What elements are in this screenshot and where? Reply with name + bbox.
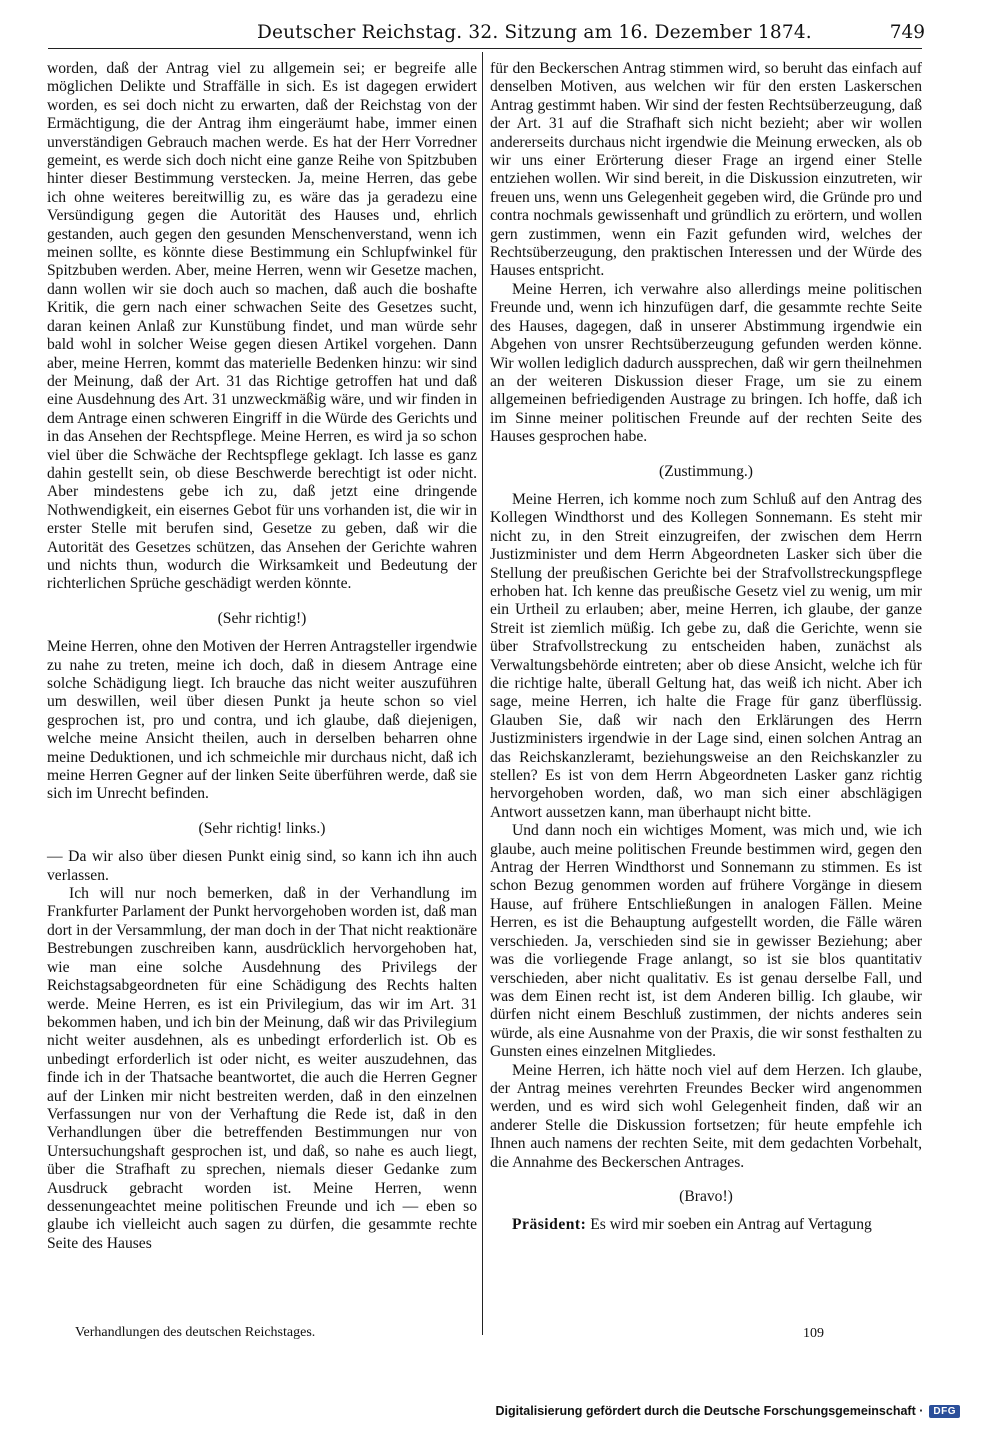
- body-paragraph: Und dann noch ein wichtiges Moment, was mich und, wie ich glaube, auch meine politischen Freunde bestimmen wird, gegen den Antrag der Herren Windthorst und Sonnemann zu stimmen. Es ist schon Bezug genommen worden auf frühere Vorgänge in diesem Hause, auf frühere Entschließungen in analogen Fällen. Meine Herren, es ist die Behauptung aufgestellt worden, die Fälle wären verschieden. Ja, verschieden sind sie in gewisser Beziehung; aber was die vorliegende Frage anlangt, so ist sie blos quantitativ verschieden, aber nicht qualitativ. Es ist genau derselbe Fall, und was dem Einen recht ist, ist dem Anderen billig. Ich glaube, wir dürfen nicht einem Beschluß zustimmen, der nichts anderes sein würde, als eine Ausnahme von der Praxis, die wir sonst festhalten zu Gunsten eines einzelnen Mitgliedes.: [490, 822, 922, 1061]
- right-column: [490, 60, 922, 1235]
- interjection: (Sehr richtig! links.): [198, 819, 326, 837]
- header-rule: [48, 48, 922, 49]
- credit-text: Digitalisierung gefördert durch die Deutsche Forschungsgemeinschaft ·: [495, 1404, 924, 1418]
- speaker-name: Präsident:: [512, 1216, 587, 1234]
- body-paragraph: — Da wir also über diesen Punkt einig sind, so kann ich ihn auch verlassen.: [47, 848, 477, 884]
- body-paragraph: für den Beckerschen Antrag stimmen wird, so beruht das einfach auf denselben Motiven, aus welchen wir für den ersten Laskerschen Antrag gestimmt haben. Wir sind der festen Rechtsüberzeugung, daß der Art. 31 auf die Strafhaft sich nicht bezieht; aber wir wollen andererseits durchaus nicht irgendwie die Meinung erwecken, als ob wir uns einer Erörterung dieser Frage an irgend einer Stelle entziehen wollen. Wir sind bereit, in die Diskussion einzutreten, wir freuen uns, wenn uns Gelegenheit gegeben wird, die Gründe pro und contra nochmals gewissenhaft und gründlich zu erörtern, und wollen gern zustimmen, wenn ein Fazit gefunden wird, welches der Rechtsüberzeugung, den praktischen Interessen und der Würde des Hauses entspricht.: [490, 60, 922, 280]
- column-divider: [482, 52, 483, 1335]
- body-paragraph: worden, daß der Antrag viel zu allgemein sei; er begreife alle möglichen Delikte und Straffälle in sich. Es ist dagegen erwidert worden, es sei doch nicht zu erwarten, daß der Reichstag von der Ermächtigung, die der Antrag ihm eingeräumt habe, immer einen unverständigen Gebrauch machen werde. Es hat der Herr Vorredner gemeint, es werde sich doch nicht eine ganze Reihe von Spitzbuben hinter dieser Bestimmung verstecken. Ja, meine Herren, das gebe ich ohne weiteres bereitwillig zu, es wäre das ja geradezu eine Versündigung gegen die Autorität des Hauses und, ehrlich gestanden, auch gegen den gesunden Menschenverstand, wenn ich meinen sollte, es könnte diese Bestimmung ein Schlupfwinkel für Spitzbuben werden. Aber, meine Herren, wenn wir Gesetze machen, dann wollen wir sie doch auch so machen, daß auch die boshafte Kritik, die gern nach einer schwachen Seite des Gesetzes sucht, daran keinen Anlaß zur Kunstübung findet, und man würde sehr bald wohl in solcher Weise gegen diesen Artikel vorgehen. Dann aber, meine Herren, kommt das materielle Bedenken hinzu: wir sind der Meinung, daß der Art. 31 das Richtige getroffen hat und daß eine Ausdehnung des Art. 31 unzweckmäßig wäre, und wir finden in dem Antrage einen schweren Eingriff in die Würde des Gerichts und in das Ansehen der Rechtspflege. Meine Herren, es wird ja so schon viel über die Schwäche der Rechtspflege geklagt. Ich lasse es ganz dahin gestellt sein, ob diese Beschwerde berechtigt ist oder nicht. Aber mindestens gebe ich zu, daß jetzt eine dringende Nothwendigkeit, ein eisernes Gebot für uns vorhanden ist, die wir in erster Stelle mit berufen sind, Gesetze zu geben, daß wir die Autorität des Gesetzes schützen, das Ansehen der Gerichte wahren und nichts thun, wodurch die Wirksamkeit und Bedeutung der richterlichen Sprüche geschädigt werden könnte.: [47, 60, 477, 593]
- interjection: (Bravo!): [679, 1187, 733, 1205]
- page-header: [45, 18, 925, 48]
- speaker-paragraph: [490, 1216, 922, 1234]
- digitization-credit: [496, 1404, 960, 1418]
- speaker-text: Es wird mir soeben ein Antrag auf Vertagung: [586, 1216, 872, 1234]
- interjection: (Zustimmung.): [659, 462, 753, 480]
- dfg-logo: DFG: [929, 1405, 960, 1418]
- body-paragraph: Ich will nur noch bemerken, daß in der Verhandlung im Frankfurter Parlament der Punkt hervorgehoben worden ist, daß man dort in der Versammlung, der man doch in der That nicht reaktionäre Bestrebungen zuschreiben kann, ausdrücklich hervorgehoben hat, wie man eine solche Ausdehnung des Privilegs der Reichstagsabgeordneten für eine Schädigung des Rechts halten werde. Meine Herren, es ist ein Privilegium, das wir im Art. 31 bekommen haben, und ich bin der Meinung, daß wir das Privilegium nicht weiter ausdehnen, als es unbedingt erforderlich ist. Ob es unbedingt erforderlich ist oder nicht, es weiter auszudehnen, das finde ich in der Thatsache beantwortet, die auch die Herren Gegner auf der Linken mir nicht bestreiten werden, daß in den einzelnen Verfassungen nur von der Verhaftung die Rede ist, daß in den Verhandlungen über die betreffenden Bestimmungen nur von Untersuchungshaft gesprochen ist, und daß, so nahe es auch liegt, über die Strafhaft zu sprechen, niemals dieser Gedanke zum Ausdruck gebracht worden ist. Meine Herren, wenn dessenungeachtet meine politischen Freunde und ich — eben so glaube ich vielleicht auch sagen zu dürfen, die gesammte rechte Seite des Hauses: [47, 885, 477, 1252]
- interjection: (Sehr richtig!): [217, 609, 307, 627]
- body-paragraph: Meine Herren, ich verwahre also allerdings meine politischen Freunde und, wenn ich hinzufügen darf, die gesammte rechte Seite des Hauses, dagegen, daß in unserer Abstimmung irgendwie ein Abgehen von unsrer Rechtsüberzeugung gefunden werden könne. Wir wollen lediglich dadurch aussprechen, daß wir gern theilnehmen an der weiteren Diskussion dieser Frage, um sie zu einem allgemeinen befriedigenden Austrage zu bringen. Ich hoffe, daß ich im Sinne meiner politischen Freunde auf der rechten Seite des Hauses gesprochen habe.: [490, 280, 922, 446]
- left-column: [47, 60, 477, 1253]
- publication-footer: Verhandlungen des deutschen Reichstages.: [75, 1325, 316, 1340]
- body-paragraph: Meine Herren, ohne den Motiven der Herren Antragsteller irgendwie zu nahe zu treten, meine ich doch, daß in diesem Antrage eine solche Schädigung liegt. Ich brauche das nicht weiter auszuführen um deswillen, weil über diesen Punkt ja heute schon so viel gesprochen ist, pro und contra, und ich glaube, daß diejenigen, welche meine Ansicht theilen, auch in derselben beharren ohne meine Deduktionen, und ich schmeichle mir durchaus nicht, daß ich meine Herren Gegner auf der linken Seite überführen werde, daß sie sich im Unrecht befinden.: [47, 638, 477, 803]
- body-paragraph: Meine Herren, ich komme noch zum Schluß auf den Antrag des Kollegen Windthorst und des Kollegen Sonnemann. Es steht mir nicht zu, in den Streit einzugreifen, der zwischen dem Herrn Justizminister und dem Herrn Abgeordneten Lasker sich über die Stellung der preußischen Gerichte bei der Strafvollstreckungspflege erhoben hat. Ich kenne das preußische Gesetz viel zu wenig, um mir ein Urtheil zu erlauben; aber, meine Herren, ich glaube, der ganze Streit ist ziemlich müßig. Ich gebe zu, daß die Gerichte, wenn sie über Strafvollstreckung zu entscheiden haben, zunächst als Verwaltungsbehörde eintreten; aber ob diese Ansicht, welche ich für die richtige halte, überall Geltung hat, das weiß ich nicht. Aber ich sage, meine Herren, ich halte die Frage für ganz überflüssig. Glauben Sie, daß wir nach den Erklärungen des Herrn Justizministers irgendwie in der Lage sind, einen solchen Antrag an das Reichskanzleramt, beziehungsweise an den Reichskanzler zu stellen? Es ist von dem Herrn Abgeordneten Lasker ganz richtig hervorgehoben worden, daß, wo man sich einer abschlägigen Antwort aussetzen kann, man überhaupt nicht bitte.: [490, 490, 922, 821]
- running-title: Deutscher Reichstag. 32. Sitzung am 16. Dezember 1874.: [257, 22, 812, 43]
- sheet-number: 109: [803, 1326, 824, 1341]
- page-number: 749: [889, 22, 925, 43]
- body-paragraph: Meine Herren, ich hätte noch viel auf dem Herzen. Ich glaube, der Antrag meines verehrten Freundes Becker wird angenommen werden, und es wird sich wohl Gelegenheit finden, daß wir an anderer Stelle die Diskussion fortsetzen; für heute empfehle ich Ihnen auch namens der rechten Seite, mit dem gedachten Vorbehalt, die Annahme des Beckerschen Antrages.: [490, 1061, 922, 1171]
